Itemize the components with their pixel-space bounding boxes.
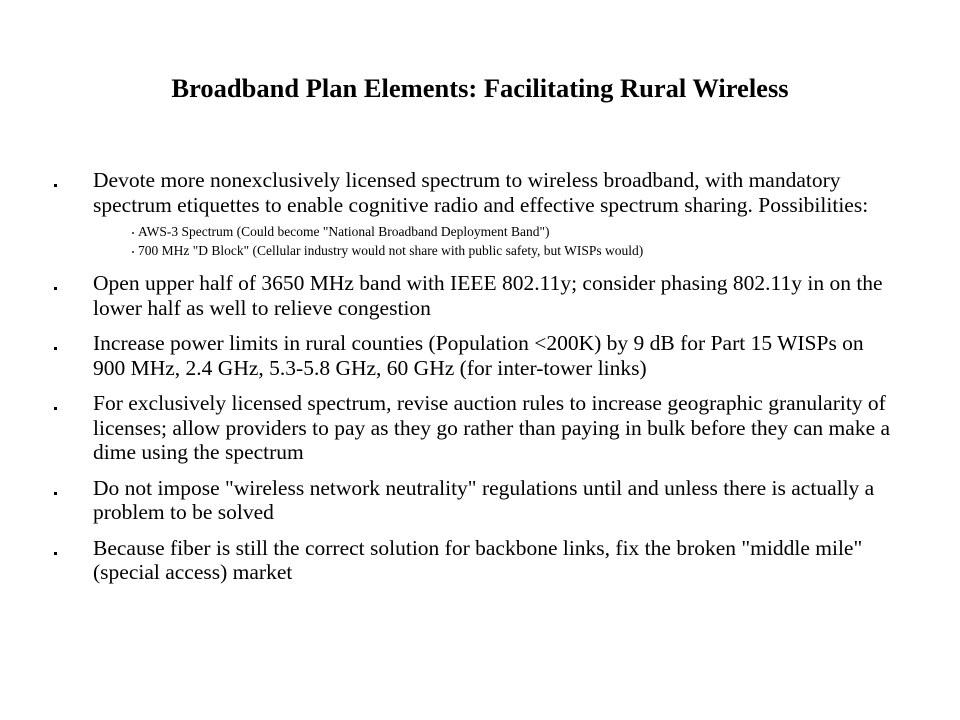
bullet-dot-icon	[54, 347, 57, 350]
sub-bullet-list	[93, 222, 894, 260]
bullet-item	[54, 168, 894, 260]
bullet-item	[54, 271, 894, 320]
bullet-text: Devote more nonexclusively licensed spectrum to wireless broadband, with mandatory spectrum etiquettes to enable cognitive radio and effective spectrum sharing. Possibilities:	[93, 168, 869, 217]
sub-bullet-dot-icon	[132, 251, 134, 253]
sub-bullet-dot-icon	[132, 232, 134, 234]
bullet-list	[54, 168, 894, 596]
sub-bullet-item	[93, 222, 894, 241]
bullet-dot-icon	[54, 492, 57, 495]
bullet-dot-icon	[54, 287, 57, 290]
sub-bullet-text: AWS-3 Spectrum (Could become "National Broadband Deployment Band")	[138, 224, 550, 239]
bullet-dot-icon	[54, 552, 57, 555]
bullet-item	[54, 331, 894, 380]
bullet-text: Do not impose "wireless network neutrality" regulations until and unless there is actually a problem to be solved	[93, 475, 875, 524]
bullet-dot-icon	[54, 407, 57, 410]
bullet-item	[54, 476, 894, 525]
sub-bullet-item	[93, 241, 894, 260]
sub-bullet-text: 700 MHz "D Block" (Cellular industry would not share with public safety, but WISPs would)	[138, 243, 644, 258]
bullet-dot-icon	[54, 184, 57, 187]
bullet-text: Open upper half of 3650 MHz band with IEEE 802.11y; consider phasing 802.11y in on the lower half as well to relieve congestion	[93, 271, 883, 320]
bullet-item	[54, 536, 894, 585]
bullet-item	[54, 391, 894, 465]
bullet-text: For exclusively licensed spectrum, revise auction rules to increase geographic granularity of licenses; allow providers to pay as they go rather than paying in bulk before they can make a dime using the spectrum	[93, 391, 891, 464]
bullet-text: Because fiber is still the correct solution for backbone links, fix the broken "middle mile" (special access) market	[93, 535, 863, 584]
slide-title: Broadband Plan Elements: Facilitating Rural Wireless	[171, 73, 789, 103]
bullet-text: Increase power limits in rural counties (Population <200K) by 9 dB for Part 15 WISPs on 900 MHz, 2.4 GHz, 5.3-5.8 GHz, 60 GHz (for inter-tower links)	[93, 331, 864, 380]
